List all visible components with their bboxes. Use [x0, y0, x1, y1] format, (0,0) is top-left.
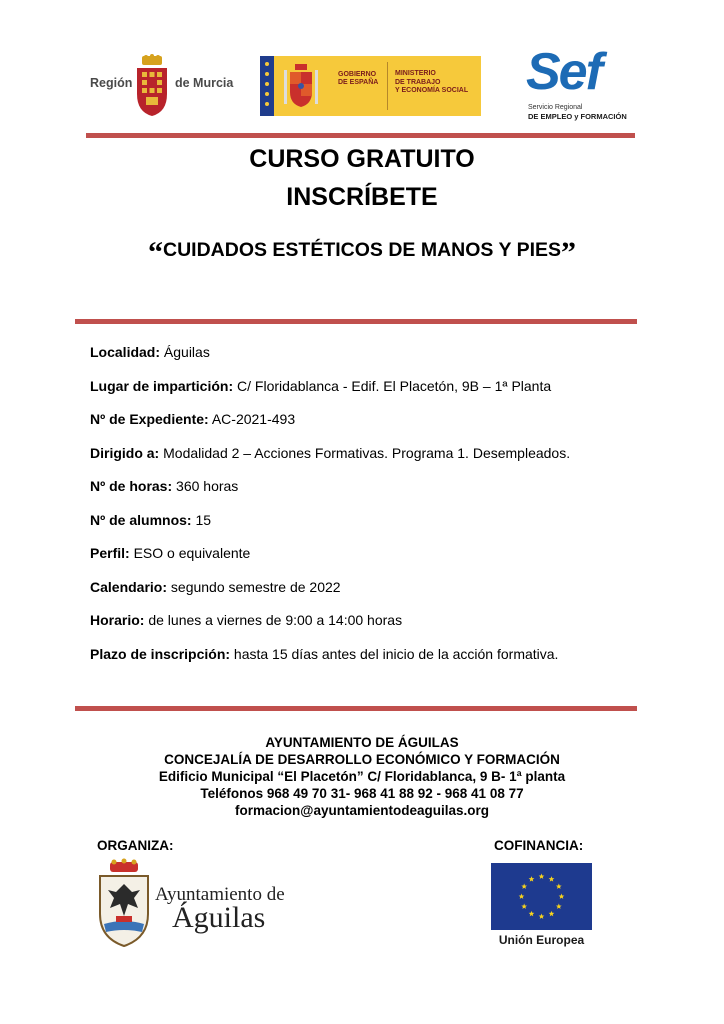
gobierno-line: DE ESPAÑA: [338, 79, 379, 86]
detail-value: segundo semestre de 2022: [170, 578, 341, 595]
aguilas-crest-icon: [96, 858, 152, 948]
spain-coat-of-arms-icon: [282, 62, 320, 110]
eu-caption: Unión Europea: [498, 933, 585, 947]
divider-bottom: [75, 706, 637, 711]
detail-row: [90, 577, 650, 611]
detail-row: [90, 644, 650, 678]
murcia-crest-icon: [132, 54, 172, 118]
detail-value: C/ Floridablanca - Edif. El Placetón, 9B – 1ª Planta: [237, 377, 552, 394]
gobierno-divider: [387, 62, 388, 110]
detail-row: [90, 476, 650, 510]
contact-address: Edificio Municipal “El Placetón” C/ Floridablanca, 9 B- 1ª planta: [158, 769, 566, 784]
detail-row: [90, 342, 650, 376]
detail-row: [90, 543, 650, 577]
detail-label: Localidad:: [90, 344, 161, 360]
eu-stars-strip: [260, 56, 274, 116]
detail-label: Lugar de impartición:: [90, 377, 234, 394]
detail-row: [90, 376, 650, 410]
detail-label: Horario:: [90, 612, 145, 628]
contact-org: AYUNTAMIENTO DE ÁGUILAS: [265, 735, 459, 750]
course-details: [90, 342, 650, 677]
sef-logo: [524, 43, 634, 124]
sef-subtitle-1: Servicio Regional: [528, 104, 583, 111]
detail-row: [90, 510, 650, 544]
course-name-text: CUIDADOS ESTÉTICOS DE MANOS Y PIES: [162, 239, 562, 261]
detail-value: de lunes a viernes de 9:00 a 14:00 horas: [148, 612, 403, 628]
detail-row: [90, 610, 650, 644]
ministerio-line: Y ECONOMÍA SOCIAL: [395, 87, 469, 94]
region-murcia-logo: [88, 52, 238, 120]
detail-value: Águilas: [163, 344, 210, 360]
murcia-logo-text-right: de Murcia: [175, 76, 234, 90]
detail-value: Modalidad 2 – Acciones Formativas. Programa 1. Desempleados.: [163, 444, 571, 461]
detail-label: Nº de horas:: [90, 478, 173, 494]
ayuntamiento-aguilas-logo: [96, 858, 306, 950]
detail-label: Dirigido a:: [90, 444, 160, 461]
contact-email: formacion@ayuntamientodeaguilas.org: [235, 803, 489, 818]
detail-value: 15: [195, 511, 212, 528]
detail-label: Nº de Expediente:: [90, 411, 209, 427]
aguilas-logo-line-1: Ayuntamiento de: [155, 884, 285, 905]
sef-subtitle-2: DE EMPLEO y FORMACIÓN: [528, 112, 627, 121]
sef-mark: Sef: [526, 43, 601, 101]
contact-block: [0, 734, 724, 819]
gobierno-text: [338, 71, 378, 87]
detail-label: Perfil:: [90, 545, 130, 561]
contact-phones: Teléfonos 968 49 70 31- 968 41 88 92 - 968 41 08 77: [200, 786, 524, 801]
course-name: [0, 236, 724, 270]
detail-row: [90, 443, 650, 477]
detail-label: Nº de alumnos:: [90, 511, 192, 528]
ministerio-line: MINISTERIO: [395, 70, 436, 77]
murcia-logo-text-left: Región: [90, 76, 133, 90]
title-line-1: CURSO GRATUITO: [249, 145, 475, 173]
cofinancia-label: COFINANCIA:: [494, 838, 584, 853]
detail-value: hasta 15 días antes del inicio de la acción formativa.: [233, 645, 559, 662]
union-europea-logo: [491, 863, 592, 953]
detail-label: Calendario:: [90, 578, 168, 595]
detail-value: AC-2021-493: [211, 411, 296, 427]
detail-row: [90, 409, 650, 443]
open-quote: “: [147, 236, 163, 269]
detail-label: Plazo de inscripción:: [90, 645, 231, 662]
organiza-label: ORGANIZA:: [97, 838, 174, 853]
contact-department: CONCEJALÍA DE DESARROLLO ECONÓMICO Y FORMACIÓN: [164, 752, 560, 767]
eu-flag-icon: [491, 863, 592, 930]
ministerio-text: [395, 70, 468, 96]
gobierno-line: GOBIERNO: [338, 71, 377, 78]
divider-middle: [75, 319, 637, 324]
detail-value: 360 horas: [176, 478, 239, 494]
gobierno-espana-logo: [260, 56, 481, 116]
detail-value: ESO o equivalente: [133, 545, 251, 561]
title-line-2: INSCRÍBETE: [286, 183, 438, 211]
close-quote: ”: [561, 236, 577, 269]
ministerio-line: DE TRABAJO: [395, 78, 441, 86]
aguilas-logo-line-2: Águilas: [172, 901, 266, 934]
divider-top: [86, 133, 635, 138]
